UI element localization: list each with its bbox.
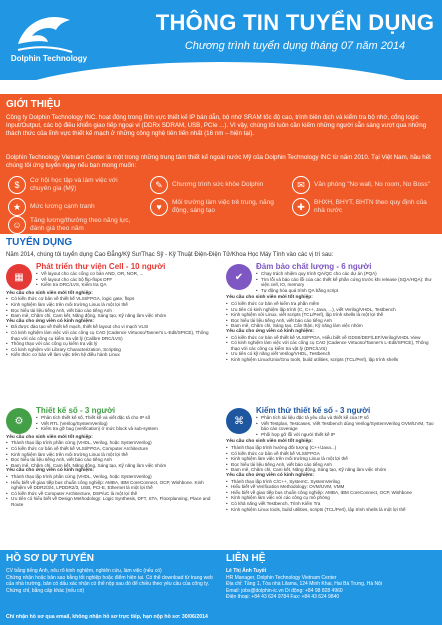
bullet: • Kiểm tra DRC/LVS, Kiểm tra QA [36, 282, 216, 288]
contact-heading: LIÊN HỆ [226, 553, 266, 564]
bullet: • Phân tích thiết kế số, Thiết kế và viết đặc tả cho IP số [36, 415, 216, 421]
req-item: • Có kinh nghiệm làm việc với các công cụ CAD (Cadence Virtuoso/Tanner's L-Edit/SPICE), Thông thạo với các công cụ kiểm tra vật lý (Calibre DRC/LVS) [6, 330, 216, 341]
benefit-text: Môi trường làm việc trẻ trung, năng động, sáng tạo [172, 199, 274, 214]
job-bullets [36, 415, 216, 432]
people-icon: ☺ [8, 216, 26, 234]
req-label: Yêu cầu cho sinh viên mới tốt nghiệp: [6, 290, 93, 296]
chip-icon: ⚙ [6, 408, 32, 434]
bullet: • Chạy trách nhiệm quy trình QA/QC cho các dự án (PQA) [256, 271, 436, 277]
req-item: • Thành thạo lập trình phần cứng (VHDL, Verilog, hoặc SystemVerilog) [6, 440, 216, 446]
intro-heading: GIỚI THIỆU [6, 99, 61, 110]
shield-icon: ✚ [292, 198, 310, 216]
req-list [226, 445, 436, 473]
req-item: • Thành thạo lập trình phần cứng (VHDL, Verilog, hoặc SystemVerilog) [6, 474, 216, 480]
benefit-item [150, 198, 280, 216]
req-item: • Đã được đào tạo về thiết kế mạch, thiết kế layout cho vi mạch VLSI [6, 324, 216, 330]
req-item: • Kinh nghiệm Linux tools, build utilities, scripts (TCL/Perl), lập trình shells là một lợi thế [226, 507, 436, 513]
header-banner [0, 0, 442, 80]
req-label: Yêu cầu cho sinh viên mới tốt nghiệp: [226, 295, 313, 301]
req-item: • Có khả năng viết Testbench, Trình Kiểm Tra [226, 501, 436, 507]
req-item: • Ưu tiên có hiểu biết về Design Methodology: Logic Synthesis, DFT, STA, Floorplanning, Place and Route [6, 496, 216, 507]
apply-item: Chứng nhận hoặc bản sao bằng tốt nghiệp hoặc điểm hiện tại. Có thể download từ trang web của nhà trường, bản có dấu xác nhận có thể nộp sau đó để chiều theo yêu cầu của công ty. [6, 574, 213, 588]
bullet: • Kiểm tra gỡ bug (verification) ở mức block và sub-system [36, 426, 216, 432]
graduate-icon: ✎ [150, 176, 168, 194]
job-title: Phát triển thư viện Cell - 10 người [36, 262, 166, 271]
req-label: Yêu cầu cho ứng viên có kinh nghiệm: [6, 318, 94, 324]
req-item: • Kinh nghiệm làm việc trên môi trường Linux là một lợi thế [6, 302, 216, 308]
req-item: • Kinh nghiệm Linux/Unix/Gnu tools, build utilities, scripts (TCL/Perl), lập trình shells [226, 357, 436, 363]
medal-icon: ★ [8, 198, 26, 216]
benefit-item [150, 176, 280, 194]
bullet: • Viết Testplan, Testcases, Viết Testbench dùng Verilog/SystemVerilog OVM/UVM, Tạo báo cáo coverage [256, 421, 436, 432]
req-item: • Kinh nghiệm làm việc trên môi trường Linux là một lợi thế [226, 456, 436, 462]
job-quality-assurance [226, 262, 436, 363]
req-item: • Đọc hiểu tài liệu tiếng Anh, viết báo cáo tiếng Anh [226, 318, 436, 324]
req-item: • Kinh nghiệm làm việc trên môi trường Linux là một lợi thế [6, 452, 216, 458]
apply-item: CV bằng tiếng Anh, nêu rõ kinh nghiệm, nghiên cứu, làm việc (nếu có) [6, 568, 162, 574]
bullet: • Về layout cho các cổng cơ bản AND, OR, NOR, ... [36, 271, 216, 277]
bullet: • Tìm lỗi và báo cáo lỗi của các thiết kế phần cứng trước khi release (SQA/HQA): thư viện cell, IO, memory [256, 277, 436, 288]
job-cell-library [6, 262, 216, 358]
recruit-intro: Năm 2014, chúng tôi tuyển dụng Cao Đẳng/Kỹ Sư/Thạc Sỹ - Kỹ Thuật Điện-Điện Tử/Khoa Học Máy Tính vào các vị trí sau: [6, 252, 334, 258]
deadline-note: Chỉ nhận hồ sơ qua email, không nhận hồ sơ trực tiếp, hạn nộp hồ sơ: 30/06/2014 [6, 614, 208, 620]
req-item: • Đam mê, Chăm chỉ, Cam kết, Năng động, Sáng tạo, Kỹ năng làm việc nhóm [6, 463, 216, 469]
benefit-text: BHXH, BHYT, BHTN theo quy định của nhà nước [314, 199, 427, 214]
bullet: • Phối hợp gỡ lỗi với người thiết kế IP [256, 432, 436, 438]
req-list [6, 474, 216, 508]
req-item: • Kinh nghiệm với Linux, viết scripts (TCL/Perl), lập trình shells là một lợi thế [226, 312, 436, 318]
req-item: • Thành thạo lập trình C/C++, SystemC, SystemVerilog [226, 479, 436, 485]
req-label: Yêu cầu cho sinh viên mới tốt nghiệp: [6, 434, 93, 440]
job-title: Đảm bảo chất lượng - 6 người [256, 262, 372, 271]
job-bullets [36, 271, 216, 288]
logo-text: Dolphin Technology [10, 54, 88, 63]
job-digital-verification [226, 406, 436, 512]
contact-phone: Điện thoại: +84 43 624 9784 Fax: +84 43 624 9840 [226, 594, 340, 601]
req-label: Yêu cầu cho ứng viên có kinh nghiệm: [6, 468, 94, 474]
contact-role: HR Manager, Dolphin Technology Vietnam Center [226, 574, 337, 581]
req-list [6, 440, 216, 468]
verify-icon: ⌘ [226, 408, 252, 434]
req-list [226, 479, 436, 513]
chat-icon: ✉ [292, 176, 310, 194]
benefit-item [292, 198, 436, 216]
req-list [226, 301, 436, 329]
benefit-text: Tăng lương/thưởng theo năng lực, đánh giá theo năm [30, 217, 131, 232]
benefit-item [292, 176, 436, 194]
req-item: • Đam mê, Chăm chỉ, Sáng tạo, Cẩn thận, Kỹ năng làm việc nhóm [226, 323, 436, 329]
req-label: Yêu cầu cho ứng viên có kinh nghiệm: [226, 328, 314, 334]
req-item: • Có kiến thức cơ bản về thiết kế VLSI/FPGA [226, 451, 436, 457]
req-item: • Hiểu biết về giao tiếp bus chuẩn công nghiệp: AMBA, IBM CoreConnect, OCP, Wishbone. Kinh nghiệm về DDR2/3/4, LPDDR2/3, USB, PCI-E, Ethernet là một lợi thế [6, 480, 216, 491]
req-item: • Có kiến thức về Computer Architecture, DSP/uC là một lợi thế [6, 491, 216, 497]
req-label: Yêu cầu cho ứng viên có kinh nghiệm: [226, 472, 314, 478]
req-item: • Kinh nghiệm làm việc với các công cụ mô phỏng [226, 495, 436, 501]
money-icon: $ [8, 176, 26, 194]
req-item: • Kiến thức cơ bản về làm việc trên hệ điều hành Linux [6, 352, 216, 358]
benefit-item [8, 216, 138, 234]
benefit-item [8, 176, 138, 194]
intro-section [0, 94, 442, 234]
contact-address: Địa chỉ: Tầng 1, Tòa nhà Lilama, 124 Minh Khai, Hai Bà Trưng, Hà Nội [226, 581, 383, 588]
benefit-text: Mức lương cạnh tranh [30, 203, 95, 210]
job-digital-design [6, 406, 216, 508]
contact-email[interactable]: Email: jobs@dolphin-ic.vn Di động: +84 98 828 4960 [226, 587, 343, 594]
intro-paragraph-2: Dolphin Technology Vietnam Center là một trong những trung tâm thiết kế ngoài nước Mỹ của Dolphin Technology INC từ năm 2010. Tại Việt Nam, hầu hết chúng tôi ứng tuyển ngay nếu bạn mong muốn: [6, 154, 431, 169]
req-item: • Đam mê, Chăm chỉ, Cam kết, Năng động, Sáng tạo, Kỹ năng làm việc nhóm [6, 313, 216, 319]
benefit-text: Cơ hội học tập và làm việc với chuyên gia (Mỹ) [30, 177, 118, 192]
benefit-text: Chương trình sức khỏe Dolphin [172, 181, 264, 188]
checklist-icon: ✔ [226, 264, 252, 290]
cell-icon: ▦ [6, 264, 32, 290]
req-item: • Hiểu biết về Verification Methodology: OVM/UVM, VMM [226, 484, 436, 490]
req-label: Yêu cầu cho sinh viên mới tốt nghiệp: [226, 439, 313, 445]
benefit-text: Văn phòng "No wall, No room, No Boss" [314, 181, 430, 188]
req-list [6, 296, 216, 318]
req-list [6, 324, 216, 358]
req-item: • Ưu tiên có kinh nghiệm lập trình (C, C++, Java, ...), viết Verilog/VHDL, Testbench [226, 307, 436, 313]
req-item: • Hiểu biết về giao tiếp bus chuẩn công nghiệp: AMBA, IBM CoreConnect, OCP, Wishbone [226, 490, 436, 496]
req-item: • Có kiến thức cơ bản về thiết kế VLSI/FPGA, Hiểu biết về GDSII/DEF/LEF/Verilog/VHDL View [226, 335, 436, 341]
apply-item: Chứng chỉ, bằng cấp khác (nếu có) [6, 587, 85, 594]
req-item: • Đọc hiểu tài liệu tiếng Anh, viết báo cáo tiếng Anh [226, 462, 436, 468]
req-list [226, 335, 436, 363]
header-wave [0, 62, 442, 80]
req-item: • Có kiến thức cơ bản về kiểm tra phần mềm [226, 301, 436, 307]
job-title: Kiểm thử thiết kế số - 3 người [256, 406, 371, 415]
req-item: • Thành thạo lập trình hướng đối tượng (C++/Java...) [226, 445, 436, 451]
intro-paragraph-1: Công ty Dolphin Technology INC. hoạt động trong lĩnh vực thiết kế IP bán dẫn, bộ nhớ SRAM tốc độ cao, trình biên dịch và kiểm tra bộ nhớ, cổng logic Input/Output, các bộ điều khiển giao tiếp ngoại vi (DDRx SDRAM, USB, PCIe ...). Vì vậy, chúng tôi luôn cần kiếm những người sẵn sàng vượt qua những thách thức của lĩnh vực thiết kế mạch ở những công nghệ tiên tiến nhất (16 nm – hiện tại). [6, 114, 427, 137]
req-item: • Đọc hiểu tài liệu tiếng Anh, viết báo cáo tiếng Anh [6, 457, 216, 463]
bullet: • Phân tích tài liệu đặc tả yêu cầu và thiết kế của IP số [256, 415, 436, 421]
req-item: • Có kinh nghiệm làm việc với các công cụ CAD (Cadence Virtuoso/Tanner's L-Edit/SPICE), Thông thạo với các công cụ kiểm tra vật lý (DRC/LVS) [226, 340, 436, 351]
heart-icon: ♥ [150, 198, 168, 216]
req-item: • Thông thạo với các công cụ kiểm tra vật lý [6, 341, 216, 347]
contact-block [226, 568, 438, 601]
contact-name: Lê Thị Ánh Tuyết [226, 568, 267, 574]
job-title: Thiết kế số - 3 người [36, 406, 116, 415]
recruit-heading: TUYỂN DỤNG [6, 237, 73, 248]
benefit-item [8, 198, 138, 216]
page-title: THÔNG TIN TUYỂN DỤNG [155, 10, 435, 35]
req-item: • Đam mê, Chăm chỉ, Cam kết, Năng động, Sáng tạo, Kỹ năng làm việc nhóm [226, 467, 436, 473]
job-bullets [256, 415, 436, 437]
apply-list [6, 568, 216, 594]
job-bullets [256, 271, 436, 293]
page-subtitle: Chương trình tuyển dụng tháng 07 năm 2014 [184, 40, 406, 52]
bullet: • Về layout cho các bộ flip-flops DFF [36, 277, 216, 283]
bullet: • Viết RTL (Verilog/SystemVerilog) [36, 421, 216, 427]
req-item: • Đọc hiểu tài liệu tiếng Anh, viết báo cáo tiếng Anh [6, 308, 216, 314]
req-item: • Có kinh nghiệm với Library Characterization, Scripting [6, 347, 216, 353]
req-item: • Ưu tiên có kỹ năng viết Verilog/VHDL, Testbench [226, 351, 436, 357]
req-item: • Có kiến thức cơ bản về thiết kế VLSI/FPGA, logic gate, flops [6, 296, 216, 302]
apply-heading: HỒ SƠ DỰ TUYỂN [6, 553, 94, 564]
bullet: • Tự động hóa quá trình QA bằng script [256, 288, 436, 294]
req-item: • Có kiến thức cơ bản về thiết kế VLSI/FPGA, Computer Architecture [6, 446, 216, 452]
